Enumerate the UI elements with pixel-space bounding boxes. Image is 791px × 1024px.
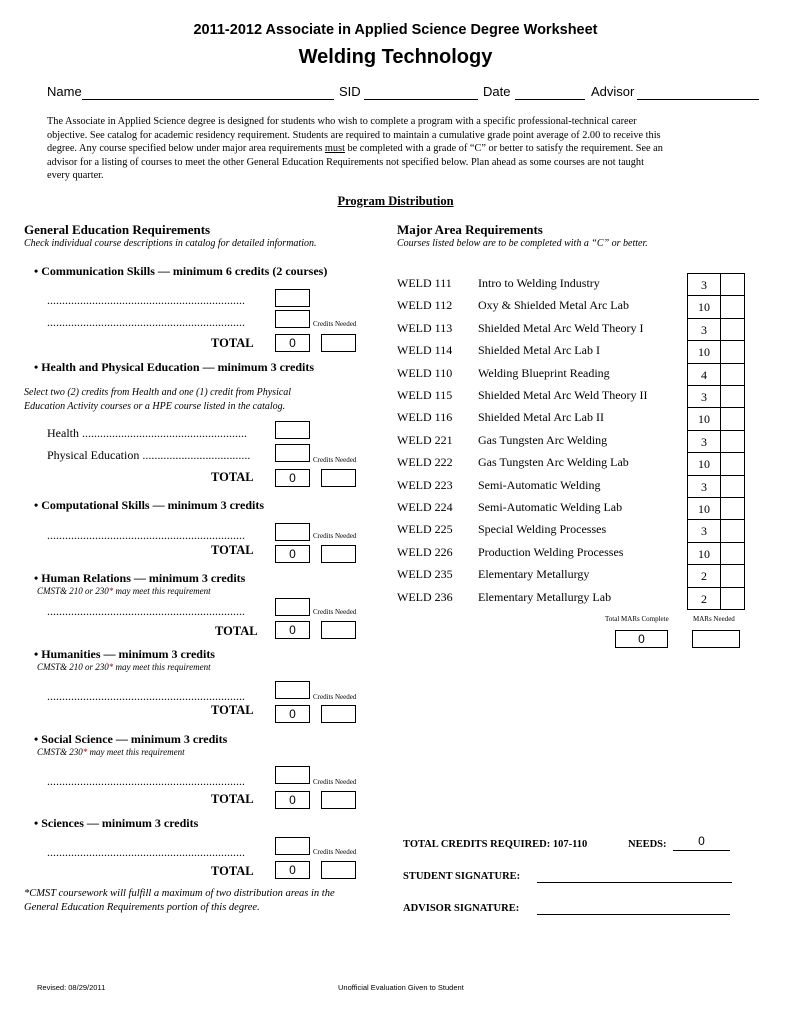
name-label: Name bbox=[47, 84, 82, 99]
course-complete-box[interactable] bbox=[720, 340, 745, 363]
hum-total-label: TOTAL bbox=[211, 703, 254, 717]
course-code: WELD 236 bbox=[397, 589, 453, 604]
sci-credits-needed[interactable] bbox=[321, 861, 356, 879]
total-mars-label: Total MARs Complete bbox=[605, 615, 669, 623]
course-code: WELD 114 bbox=[397, 343, 453, 358]
course-code: WELD 115 bbox=[397, 388, 453, 402]
course-code: WELD 225 bbox=[397, 522, 453, 537]
soc-heading: • Social Science — minimum 3 credits bbox=[34, 732, 228, 746]
course-title: Shielded Metal Arc Weld Theory II bbox=[478, 388, 648, 402]
comp-total-label: TOTAL bbox=[211, 543, 254, 557]
mars-needed-label: MARs Needed bbox=[693, 615, 735, 623]
date-field[interactable] bbox=[515, 99, 585, 100]
comp-total-value: 0 bbox=[275, 545, 310, 563]
hpe-total-value: 0 bbox=[275, 469, 310, 487]
course-title: Semi-Automatic Welding Lab bbox=[478, 500, 623, 514]
advisor-signature-field[interactable] bbox=[537, 914, 730, 915]
comm-credits-needed[interactable] bbox=[321, 334, 356, 352]
course-complete-box[interactable] bbox=[720, 564, 745, 587]
hum-credits-needed[interactable] bbox=[321, 705, 356, 723]
advisor-label: Advisor bbox=[591, 84, 635, 99]
course-title: Shielded Metal Arc Lab II bbox=[478, 410, 604, 425]
sci-credits-needed-label: Credits Needed bbox=[313, 848, 357, 856]
hum-total-value: 0 bbox=[275, 705, 310, 723]
sid-label: SID bbox=[339, 84, 361, 99]
course-credits: 10 bbox=[687, 452, 721, 475]
course-credits: 3 bbox=[687, 273, 721, 296]
course-credits: 2 bbox=[687, 587, 721, 610]
course-complete-box[interactable] bbox=[720, 542, 745, 565]
course-title: Elementary Metallurgy bbox=[478, 567, 590, 582]
course-complete-box[interactable] bbox=[720, 430, 745, 453]
comp-credits-needed[interactable] bbox=[321, 545, 356, 563]
course-code: WELD 116 bbox=[397, 410, 453, 425]
hpe-credits-needed[interactable] bbox=[321, 469, 356, 487]
soc-course-1: .................................................................. bbox=[47, 774, 245, 788]
cmst-footnote: *CMST coursework will fulfill a maximum of two distribution areas in the General Education Requirements portion of this degree. bbox=[24, 888, 335, 913]
comp-heading: • Computational Skills — minimum 3 credits bbox=[34, 498, 265, 512]
course-complete-box[interactable] bbox=[720, 295, 745, 318]
revised-date: Revised: 08/29/2011 bbox=[37, 983, 106, 992]
hpe-note-2: Education Activity courses or a HPE course listed in the catalog. bbox=[24, 401, 286, 412]
hr-note: CMST& 210 or 230* may meet this requirement bbox=[37, 586, 211, 596]
total-mars-value: 0 bbox=[615, 630, 668, 648]
hum-heading: • Humanities — minimum 3 credits bbox=[34, 647, 215, 661]
comm-skills-heading: • Communication Skills — minimum 6 credits (2 courses) bbox=[34, 264, 328, 278]
course-code: WELD 235 bbox=[397, 567, 453, 582]
course-code: WELD 221 bbox=[397, 432, 453, 447]
comm-credits-needed-label: Credits Needed bbox=[313, 320, 357, 328]
hum-credit-1[interactable] bbox=[275, 681, 310, 699]
course-complete-box[interactable] bbox=[720, 475, 745, 498]
soc-credits-needed-label: Credits Needed bbox=[313, 778, 357, 786]
hr-heading: • Human Relations — minimum 3 credits bbox=[34, 571, 246, 585]
hum-course-1: .................................................................. bbox=[47, 689, 245, 703]
course-credits: 10 bbox=[687, 407, 721, 430]
course-credits: 10 bbox=[687, 497, 721, 520]
hr-total-label: TOTAL bbox=[215, 624, 258, 638]
date-label: Date bbox=[483, 84, 511, 99]
soc-credits-needed[interactable] bbox=[321, 791, 356, 809]
course-complete-box[interactable] bbox=[720, 497, 745, 520]
sci-heading: • Sciences — minimum 3 credits bbox=[34, 816, 199, 830]
hr-course-1: .................................................................. bbox=[47, 604, 245, 618]
comm-credit-1[interactable] bbox=[275, 289, 310, 307]
course-code: WELD 113 bbox=[397, 320, 453, 335]
course-code: WELD 226 bbox=[397, 544, 453, 559]
comm-total-label: TOTAL bbox=[211, 336, 254, 350]
unofficial-note: Unofficial Evaluation Given to Student bbox=[338, 983, 464, 992]
course-credits: 2 bbox=[687, 564, 721, 587]
course-complete-box[interactable] bbox=[720, 587, 745, 610]
comp-credit-1[interactable] bbox=[275, 523, 310, 541]
hpe-pe-credit[interactable] bbox=[275, 444, 310, 462]
hpe-health-line: Health ....................................................... bbox=[47, 426, 247, 440]
soc-note: CMST& 230* may meet this requirement bbox=[37, 747, 185, 757]
comm-course-1: .................................................................. bbox=[47, 293, 245, 307]
course-credits: 3 bbox=[687, 430, 721, 453]
gen-ed-subheading: Check individual course descriptions in catalog for detailed information. bbox=[24, 238, 317, 249]
course-code: WELD 111 bbox=[397, 276, 452, 290]
course-code: WELD 110 bbox=[397, 365, 453, 380]
hr-credits-needed-label: Credits Needed bbox=[313, 608, 357, 616]
intro-paragraph: The Associate in Applied Science degree is designed for students who wish to complete a program with a specific professional-technical career objective. See catalog for academic residency requirement. Students are required to maintain a cumulative grade point average of 2.00 to receive this degree. Any course specified below under major area requirements must be completed with a grade of “C” or better to satisfy the requirement. See an advisor for a listing of courses to meet the other General Education Requirements not specified below. Plan ahead as some courses are not taught every quarter. bbox=[47, 116, 663, 181]
course-title: Gas Tungsten Arc Welding Lab bbox=[478, 455, 629, 470]
hpe-health-credit[interactable] bbox=[275, 421, 310, 439]
soc-total-label: TOTAL bbox=[211, 792, 254, 806]
course-code: WELD 224 bbox=[397, 500, 453, 514]
comp-course-1: .................................................................. bbox=[47, 528, 245, 542]
course-credits: 10 bbox=[687, 542, 721, 565]
course-title: Welding Blueprint Reading bbox=[478, 365, 610, 380]
soc-total-value: 0 bbox=[275, 791, 310, 809]
course-code: WELD 112 bbox=[397, 298, 453, 313]
hpe-note-1: Select two (2) credits from Health and one (1) credit from Physical bbox=[24, 387, 292, 398]
course-title: Semi-Automatic Welding bbox=[478, 477, 601, 492]
course-title: Special Welding Processes bbox=[478, 522, 607, 537]
comp-credits-needed-label: Credits Needed bbox=[313, 532, 357, 540]
course-complete-box[interactable] bbox=[720, 273, 745, 296]
course-code: WELD 222 bbox=[397, 455, 453, 470]
course-complete-box[interactable] bbox=[720, 318, 745, 341]
course-title: Elementary Metallurgy Lab bbox=[478, 589, 612, 604]
course-credits: 3 bbox=[687, 475, 721, 498]
course-title: Oxy & Shielded Metal Arc Lab bbox=[478, 298, 629, 313]
name-field[interactable] bbox=[82, 99, 334, 100]
course-complete-box[interactable] bbox=[720, 385, 745, 408]
advisor-signature-label: ADVISOR SIGNATURE: bbox=[403, 903, 520, 914]
program-distribution-heading: Program Distribution bbox=[337, 194, 454, 208]
hpe-pe-line: Physical Education .................................... bbox=[47, 448, 251, 462]
comm-course-2: .................................................................. bbox=[47, 315, 245, 329]
course-title: Shielded Metal Arc Weld Theory I bbox=[478, 320, 644, 335]
hpe-heading: • Health and Physical Education — minimum 3 credits bbox=[34, 360, 315, 374]
course-complete-box[interactable] bbox=[720, 407, 745, 430]
sci-course-1: .................................................................. bbox=[47, 845, 245, 859]
course-complete-box[interactable] bbox=[720, 452, 745, 475]
course-credits: 3 bbox=[687, 385, 721, 408]
total-credits-required: TOTAL CREDITS REQUIRED: 107-110 bbox=[403, 839, 588, 850]
hpe-total-label: TOTAL bbox=[211, 470, 254, 484]
course-credits: 4 bbox=[687, 363, 721, 386]
hum-note: CMST& 210 or 230* may meet this requirement bbox=[37, 662, 211, 672]
sci-credit-1[interactable] bbox=[275, 837, 310, 855]
hpe-credits-needed-label: Credits Needed bbox=[313, 456, 357, 464]
course-code: WELD 223 bbox=[397, 477, 453, 492]
needs-label: NEEDS: bbox=[628, 839, 667, 850]
hr-credits-needed[interactable] bbox=[321, 621, 356, 639]
sci-total-label: TOTAL bbox=[211, 864, 254, 878]
sid-field[interactable] bbox=[364, 99, 478, 100]
student-signature-field[interactable] bbox=[537, 882, 732, 883]
major-heading: Major Area Requirements bbox=[397, 222, 543, 237]
needs-value: 0 bbox=[698, 834, 705, 848]
course-title: Gas Tungsten Arc Welding bbox=[478, 432, 608, 447]
hum-credits-needed-label: Credits Needed bbox=[313, 693, 357, 701]
mars-needed-field[interactable] bbox=[692, 630, 740, 648]
course-complete-box[interactable] bbox=[720, 363, 745, 386]
course-title: Production Welding Processes bbox=[478, 544, 624, 559]
major-subheading: Courses listed below are to be completed with a “C” or better. bbox=[397, 238, 648, 249]
course-credits: 10 bbox=[687, 340, 721, 363]
hr-credit-1[interactable] bbox=[275, 598, 310, 616]
course-title: Shielded Metal Arc Lab I bbox=[478, 343, 600, 358]
course-credits: 3 bbox=[687, 318, 721, 341]
student-signature-label: STUDENT SIGNATURE: bbox=[403, 871, 521, 882]
gen-ed-heading: General Education Requirements bbox=[24, 222, 211, 237]
advisor-field[interactable] bbox=[637, 99, 759, 100]
course-title: Intro to Welding Industry bbox=[478, 276, 600, 290]
soc-credit-1[interactable] bbox=[275, 766, 310, 784]
worksheet-title: 2011-2012 Associate in Applied Science Degree Worksheet bbox=[193, 22, 598, 38]
comm-total-value: 0 bbox=[275, 334, 310, 352]
course-credits: 10 bbox=[687, 295, 721, 318]
course-credits: 3 bbox=[687, 519, 721, 542]
comm-credit-2[interactable] bbox=[275, 310, 310, 328]
needs-line[interactable] bbox=[673, 850, 730, 851]
course-complete-box[interactable] bbox=[720, 519, 745, 542]
sci-total-value: 0 bbox=[275, 861, 310, 879]
hr-total-value: 0 bbox=[275, 621, 310, 639]
program-title: Welding Technology bbox=[298, 46, 493, 68]
